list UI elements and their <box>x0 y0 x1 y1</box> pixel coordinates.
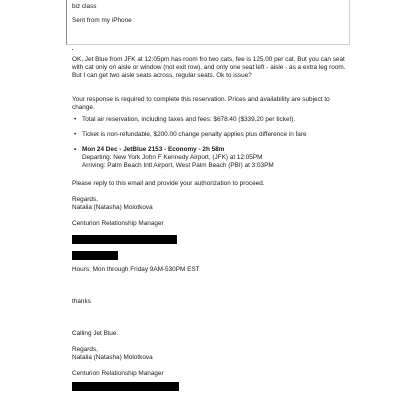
agent-name-2: Natalia (Natasha) Molotkova <box>72 354 153 361</box>
calling-jetblue-text: Calling Jet Blue. <box>72 330 119 337</box>
sent-from-iphone-text: Sent from my iPhone <box>72 17 132 24</box>
biz-class-text: biz class <box>72 3 97 10</box>
agent-name-1: Natalia (Natasha) Molotkova <box>72 204 153 211</box>
flight-summary: Mon 24 Dec - JetBlue 2153 - Economy - 2h 58m <box>82 146 225 153</box>
redaction-bar-3 <box>72 382 179 391</box>
departing-details: Departing: New York John F Kennedy Airport, (JFK) at 12:05PM <box>82 154 263 161</box>
regards-text-1: Regards, <box>72 196 98 203</box>
bullet-dot-2: • <box>74 131 77 138</box>
agent-title-2: Centurion Relationship Manager <box>72 370 164 377</box>
offer-paragraph: OK, Jet Blue from JFK at 12:05pm has room fro two cats, fee is 125.00 per cat. But you can seat with cat only on aisle or window (not exit row), and only one seat left - aisle - as a extra leg room. But I can get two aisle seats across, regular seats. Ok to issue? <box>72 56 346 79</box>
redaction-bar-2 <box>72 251 118 260</box>
total-fare-bullet: Total air reservation, including taxes and fees: $678.40 ($339.20 per ticket). <box>82 116 296 123</box>
reservation-required-notice: Your response is required to complete this reservation. Prices and availability are subject to change. <box>72 96 330 111</box>
reply-request-text: Please reply to this email and provide your authorization to proceed. <box>72 180 265 187</box>
separator-dot <box>72 49 73 50</box>
non-refundable-bullet: Ticket is non-refundable, $200.00 change penalty applies plus difference in fare <box>82 131 307 138</box>
office-hours-text: Hours: Mon through Friday 9AM-530PM EST <box>72 266 200 273</box>
bullet-dot-3: • <box>74 146 77 153</box>
redaction-bar-1 <box>72 235 177 244</box>
agent-title-1: Centurion Relationship Manager <box>72 220 164 227</box>
bullet-dot-1: • <box>74 116 77 123</box>
thanks-text: thanks <box>72 298 91 305</box>
regards-text-2: Regards, <box>72 346 98 353</box>
arriving-details: Arriving: Palm Beach Intl Airport, West Palm Beach (PBI) at 3:03PM <box>82 162 274 169</box>
